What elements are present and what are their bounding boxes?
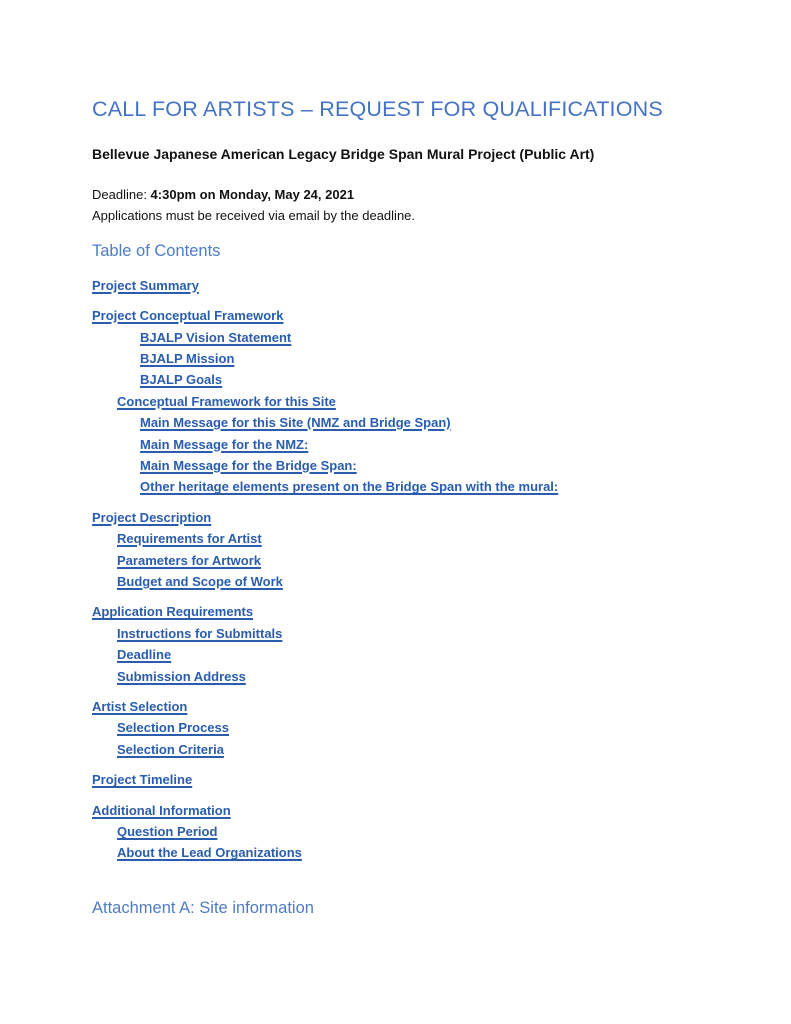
toc-link[interactable]: BJALP Vision Statement (140, 329, 292, 345)
toc-link[interactable]: Main Message for the NMZ: (140, 436, 309, 452)
toc-link[interactable]: Other heritage elements present on the Bridge Span with the mural: (140, 479, 559, 495)
toc-item (92, 391, 703, 412)
toc-item (92, 666, 703, 687)
toc-link[interactable]: Selection Process (117, 720, 229, 736)
toc-link[interactable]: Conceptual Framework for this Site (117, 393, 336, 409)
toc-item (92, 769, 703, 790)
toc-heading: Table of Contents (92, 241, 221, 260)
toc-link[interactable]: Deadline (117, 647, 172, 663)
toc-link[interactable]: Parameters for Artwork (117, 552, 262, 568)
toc-link[interactable]: Selection Criteria (117, 741, 224, 757)
toc-item (92, 601, 703, 622)
toc-item (92, 369, 703, 390)
toc-link[interactable]: BJALP Goals (140, 372, 223, 388)
toc-item (92, 528, 703, 549)
toc-item (92, 275, 703, 296)
toc-link[interactable]: Application Requirements (92, 604, 254, 620)
toc-item (92, 800, 703, 821)
toc-item (92, 696, 703, 717)
toc-item (92, 412, 703, 433)
project-subtitle: Bellevue Japanese American Legacy Bridge Span Mural Project (Public Art) (92, 145, 595, 162)
toc-item (92, 434, 703, 455)
toc-item (92, 550, 703, 571)
toc-item (92, 455, 703, 476)
toc-link[interactable]: Instructions for Submittals (117, 625, 283, 641)
attachment-heading: Attachment A: Site information (92, 898, 314, 917)
toc-link[interactable]: Project Summary (92, 277, 199, 293)
toc-item (92, 644, 703, 665)
toc-item (92, 821, 703, 842)
toc-item (92, 717, 703, 738)
deadline-value: 4:30pm on Monday, May 24, 2021 (150, 186, 355, 202)
toc-item (92, 476, 703, 497)
toc-link[interactable]: About the Lead Organizations (117, 845, 302, 861)
toc-link[interactable]: Main Message for this Site (NMZ and Bridge Span) (140, 415, 451, 431)
toc-item (92, 739, 703, 760)
toc-link[interactable]: Main Message for the Bridge Span: (140, 457, 357, 473)
toc-link[interactable]: BJALP Mission (140, 350, 235, 366)
toc-link[interactable]: Project Timeline (92, 772, 193, 788)
toc-item (92, 842, 703, 863)
toc-item (92, 623, 703, 644)
toc-link[interactable]: Project Description (92, 509, 212, 525)
toc-item (92, 327, 703, 348)
toc-link[interactable]: Question Period (117, 824, 218, 840)
page-title: CALL FOR ARTISTS – REQUEST FOR QUALIFICATIONS (92, 97, 663, 121)
toc-item (92, 507, 703, 528)
toc-link[interactable]: Requirements for Artist (117, 531, 262, 547)
table-of-contents (92, 275, 703, 864)
toc-link[interactable]: Project Conceptual Framework (92, 308, 284, 324)
deadline-label: Deadline: (92, 186, 151, 202)
toc-item (92, 305, 703, 326)
toc-item (92, 571, 703, 592)
toc-link[interactable]: Submission Address (117, 668, 246, 684)
deadline-note: Applications must be received via email by the deadline. (92, 207, 416, 223)
toc-link[interactable]: Additional Information (92, 802, 231, 818)
toc-link[interactable]: Artist Selection (92, 699, 188, 715)
toc-link[interactable]: Budget and Scope of Work (117, 574, 283, 589)
deadline-line (92, 184, 703, 205)
toc-item (92, 348, 703, 369)
